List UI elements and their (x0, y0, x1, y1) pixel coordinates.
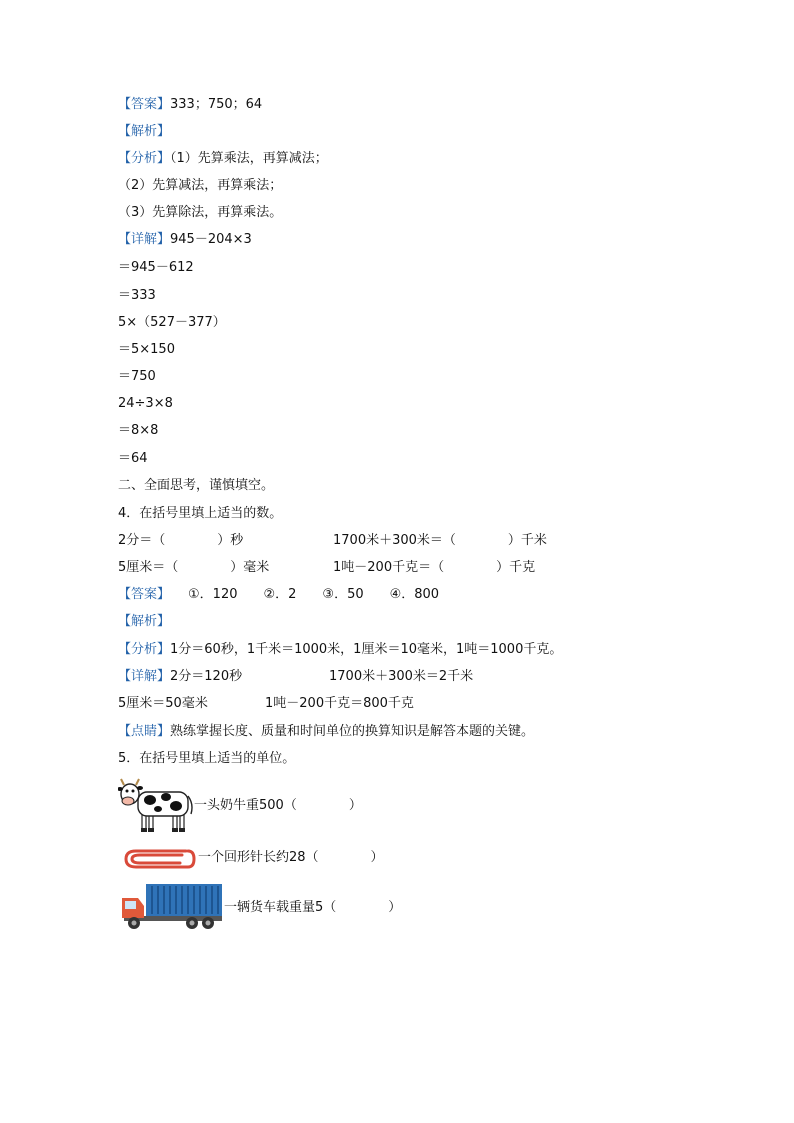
calc-line: ＝945－612 (118, 260, 194, 275)
q4-fenxi-line (118, 641, 562, 659)
q5-title: 5．在括号里填上适当的单位。 (118, 751, 296, 766)
answer-tag: 【答案】 (118, 97, 171, 112)
fenxi-tag: 【分析】 (118, 151, 171, 166)
analysis-tag: 【解析】 (118, 124, 171, 139)
q4-row1-right: 1700米＋300米＝（ ）千米 (333, 533, 547, 548)
q4-row2-right: 1吨－200千克＝（ ）千克 (333, 560, 536, 575)
analysis-tag: 【解析】 (118, 614, 171, 629)
truck-picture (120, 882, 224, 930)
detail-tag: 【详解】 (118, 232, 171, 247)
q5-item-3: 一辆货车载重量5（ ） (224, 900, 402, 915)
cow-picture (118, 776, 194, 834)
q5-item-2: 一个回形针长约28（ ） (198, 850, 384, 865)
detail-tag: 【详解】 (118, 669, 171, 684)
q4-detail2-left: 5厘米＝50毫米 (118, 696, 208, 711)
calc-line: ＝750 (118, 369, 156, 384)
detail-text: 2分＝120秒 (170, 669, 243, 684)
detail-line-1 (118, 231, 252, 249)
section-title: 二、全面思考，谨慎填空。 (118, 478, 275, 493)
calc-line: 24÷3×8 (118, 396, 173, 411)
q4-title: 4．在括号里填上适当的数。 (118, 506, 283, 521)
fenxi-tag: 【分析】 (118, 642, 171, 657)
calc-line: ＝64 (118, 451, 148, 466)
paperclip-picture (122, 843, 198, 871)
fenxi-text: 1分＝60秒，1千米＝1000米，1厘米＝10毫米，1吨＝1000千克。 (170, 642, 563, 657)
q4-detail-line (118, 668, 242, 686)
q4-detail2-right: 1吨－200千克＝800千克 (265, 696, 414, 711)
q4-answer-line (118, 586, 439, 604)
fenxi-line-1 (118, 150, 328, 168)
calc-line: ＝333 (118, 288, 156, 303)
detail-text: 945－204×3 (170, 232, 252, 247)
q4-detail-right: 1700米＋300米＝2千米 (329, 669, 474, 684)
answer-text: 333；750；64 (170, 97, 263, 112)
calc-line: 5×（527－377） (118, 315, 226, 330)
q4-dianjing-line (118, 723, 534, 741)
q5-item-1: 一头奶牛重500（ ） (194, 798, 362, 813)
answer-line-1 (118, 96, 262, 114)
q4-row1-left: 2分＝（ ）秒 (118, 533, 244, 548)
calc-line: ＝8×8 (118, 423, 159, 438)
calc-line: ＝5×150 (118, 342, 175, 357)
step-2: （2）先算减法，再算乘法； (118, 178, 283, 193)
fenxi-text: （1）先算乘法，再算减法； (170, 151, 328, 166)
step-3: （3）先算除法，再算乘法。 (118, 205, 283, 220)
q4-row2-left: 5厘米＝（ ）毫米 (118, 560, 270, 575)
dianjing-text: 熟练掌握长度、质量和时间单位的换算知识是解答本题的关键。 (170, 724, 535, 739)
q4-answers: ①．120 ②．2 ③．50 ④．800 (188, 587, 440, 602)
dianjing-tag: 【点睛】 (118, 724, 171, 739)
answer-tag: 【答案】 (118, 587, 171, 602)
